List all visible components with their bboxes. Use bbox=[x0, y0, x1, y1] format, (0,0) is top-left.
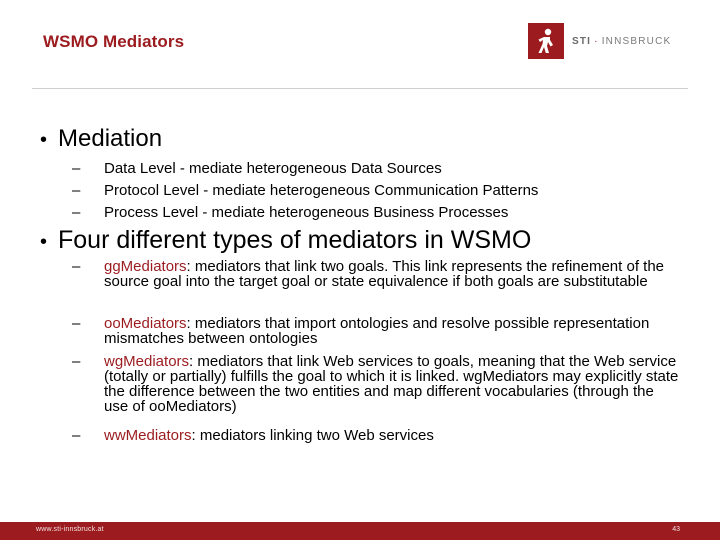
sti-person-icon bbox=[528, 23, 564, 59]
dash-marker: – bbox=[72, 315, 81, 332]
subitem-text: Protocol Level - mediate heterogeneous Communication Patterns bbox=[104, 182, 539, 199]
subitem-wgmediators bbox=[72, 354, 682, 414]
dash-marker: – bbox=[72, 258, 81, 275]
slide-title: WSMO Mediators bbox=[43, 32, 185, 51]
subitem-oomediators bbox=[72, 316, 682, 346]
subitem-wwmediators bbox=[72, 428, 682, 443]
footer-url[interactable]: www.sti-innsbruck.at bbox=[36, 526, 104, 533]
dash-marker: – bbox=[72, 204, 81, 221]
footer-bar bbox=[0, 522, 720, 540]
subitem-text: Data Level - mediate heterogeneous Data Sources bbox=[104, 160, 442, 177]
subitem-process-level bbox=[72, 202, 682, 224]
term-oomediators: ooMediators bbox=[104, 315, 187, 332]
subitem-data-level bbox=[72, 158, 682, 180]
subitem-text: : mediators linking two Web services bbox=[191, 427, 434, 444]
term-wgmediators: wgMediators bbox=[104, 353, 190, 370]
dash-marker: – bbox=[72, 427, 81, 444]
bullet-mediation bbox=[40, 125, 162, 154]
subitem-protocol-level bbox=[72, 180, 682, 202]
dash-marker: – bbox=[72, 160, 81, 177]
subitem-text: : mediators that import ontologies and resolve possible representation mismatches between ontologies bbox=[104, 315, 650, 347]
bullet-mediator-types bbox=[40, 226, 531, 256]
bullet-text: Four different types of mediators in WSMO bbox=[58, 226, 532, 254]
term-wwmediators: wwMediators bbox=[104, 427, 192, 444]
bullet-marker: • bbox=[40, 231, 48, 253]
dash-marker: – bbox=[72, 353, 81, 370]
dash-marker: – bbox=[72, 182, 81, 199]
bullet-text: Mediation bbox=[58, 125, 163, 152]
subitem-text: : mediators that link Web services to goals, meaning that the Web service (totally or partially) fulfills the goal to which it is linked. wgMediators may explicitly state the difference between the two entities and map different vocabularies (through the use of ooMediators) bbox=[104, 353, 679, 415]
page-number: 43 bbox=[672, 526, 680, 533]
subitem-ggmediators bbox=[72, 259, 682, 289]
header-divider bbox=[32, 88, 688, 89]
bullet-marker: • bbox=[40, 129, 48, 151]
term-ggmediators: ggMediators bbox=[104, 258, 187, 275]
subitem-text: Process Level - mediate heterogeneous Business Processes bbox=[104, 204, 509, 221]
sti-logo bbox=[528, 22, 671, 60]
subitem-text: : mediators that link two goals. This link represents the refinement of the source goal into the target goal or state equivalence if both goals are substitutable bbox=[104, 258, 665, 290]
logo-wordmark: STI · INNSBRUCK bbox=[572, 35, 672, 47]
